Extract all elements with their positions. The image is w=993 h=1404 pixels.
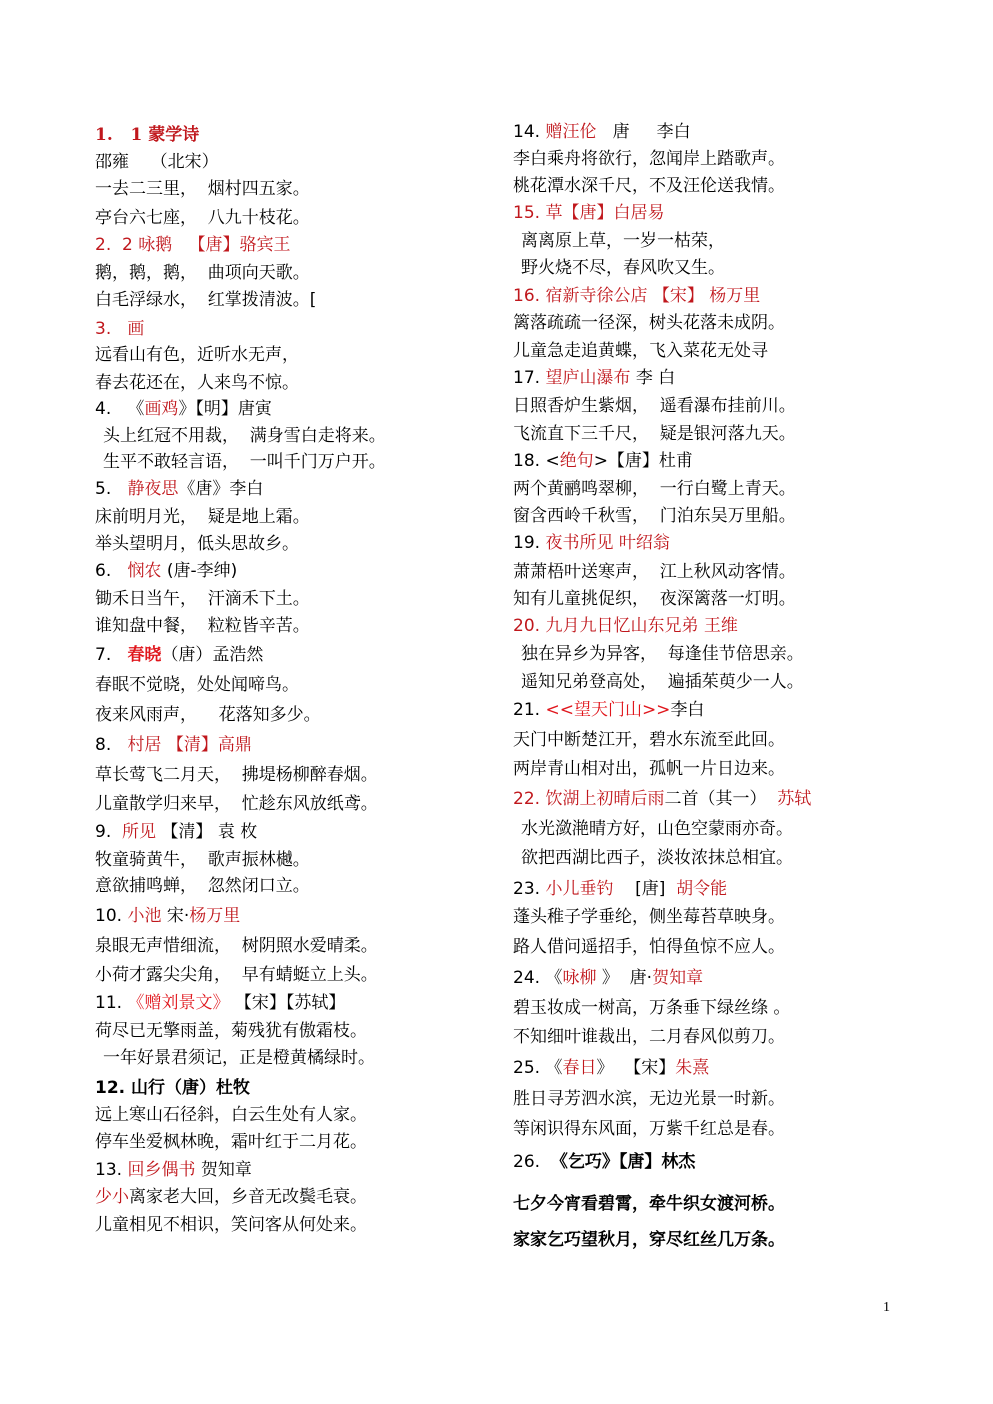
text-segment: 不知细叶谁裁出，二月春风似剪刀。	[513, 1027, 785, 1047]
text-segment: 李白乘舟将欲行，忽闻岸上踏歌声。	[513, 149, 785, 169]
text-segment: 谁知盘中餐， 粒粒皆辛苦。	[95, 616, 310, 636]
title-segment: 回乡偶书	[127, 1160, 196, 1180]
poem-title	[95, 560, 237, 582]
title-segment: 小儿垂钓	[545, 879, 614, 899]
text-segment: 远看山有色，近听水无声，	[95, 345, 299, 365]
title-segment: 咏柳	[562, 968, 597, 988]
title-segment: 静夜思	[127, 479, 179, 499]
poem-line	[513, 395, 796, 417]
poem-title	[513, 1057, 709, 1079]
title-segment: 11.	[95, 993, 128, 1013]
poem-title	[95, 318, 144, 340]
text-segment: 锄禾日当午， 汗滴禾下土。	[95, 589, 310, 609]
poem-line	[95, 935, 378, 957]
poem-line	[95, 262, 310, 284]
title-segment: 赠汪伦	[545, 122, 597, 142]
title-segment: 21.	[513, 700, 546, 720]
title-segment: 悯农	[127, 561, 162, 581]
text-segment: 天门中断楚江开，碧水东流至此回。	[513, 730, 785, 750]
text-segment: 意欲捕鸣蝉， 忽然闭口立。	[95, 876, 310, 896]
title-segment: 春日	[562, 1058, 597, 1078]
title-segment: 19.	[513, 533, 546, 553]
title-segment: 15. 草【唐】白居易	[513, 203, 665, 223]
title-segment: [唐]	[613, 879, 677, 899]
text-segment: 知有儿童挑促织， 夜深篱落一灯明。	[513, 589, 796, 609]
text-segment: 儿童散学归来早， 忙趁东风放纸鸢。	[95, 794, 378, 814]
poem-line	[513, 758, 785, 780]
title-segment: 【清】 袁 枚	[156, 822, 258, 842]
text-segment: 儿童急走追黄蝶，飞入菜花无处寻	[513, 341, 768, 361]
text-segment: 欲把西湖比西子，淡妆浓抹总相宜。	[521, 848, 793, 868]
poem-line	[513, 847, 793, 869]
poem-title	[513, 285, 760, 307]
title-segment: 6.	[95, 561, 128, 581]
text-segment: 远上寒山石径斜，白云生处有人家。	[95, 1105, 367, 1125]
text-segment: 草长莺飞二月天， 拂堤杨柳醉春烟。	[95, 765, 378, 785]
title-segment: 春晓	[127, 645, 162, 665]
text-segment: 离离原上草，一岁一枯荣，	[521, 231, 725, 251]
poem-line	[513, 818, 793, 840]
title-segment: 夜书所见 叶绍翁	[545, 533, 670, 553]
poem-line	[95, 849, 310, 871]
text-segment: 举头望明月，低头思故乡。	[95, 534, 299, 554]
poem-line	[95, 875, 310, 897]
title-segment: 《唐》李白	[178, 479, 264, 499]
title-segment: 5.	[95, 479, 128, 499]
poem-title	[95, 644, 263, 666]
poem-title	[95, 398, 272, 420]
title-segment: 唐 李白	[596, 122, 691, 142]
title-segment: 1. 1 蒙学诗	[95, 125, 200, 145]
poem-line	[95, 704, 321, 726]
text-segment: 家家乞巧望秋月，穿尽红丝几万条。	[513, 1230, 785, 1250]
text-segment: 春眠不觉晓，处处闻啼鸟。	[95, 675, 299, 695]
poem-line	[513, 1229, 785, 1251]
poem-title	[513, 202, 664, 224]
text-segment: 水光潋滟晴方好，山色空蒙雨亦奇。	[521, 819, 793, 839]
text-segment: 一去二三里， 烟村四五家。	[95, 179, 310, 199]
title-segment: 苏轼	[777, 789, 812, 809]
text-segment: 生平不敢轻言语， 一叫千门万户开。	[103, 452, 386, 472]
text-segment: 两岸青山相对出，孤帆一片日边来。	[513, 759, 785, 779]
text-segment: 床前明月光， 疑是地上霜。	[95, 507, 310, 527]
title-segment: 所见	[122, 822, 157, 842]
title-segment: 9.	[95, 822, 123, 842]
title-segment: 18. <	[513, 451, 560, 471]
poem-line	[513, 1088, 785, 1110]
poem-title	[95, 234, 290, 256]
poem-line	[95, 1214, 367, 1236]
poem-line	[95, 964, 378, 986]
poem-line	[513, 561, 796, 583]
poem-line	[513, 257, 725, 279]
poem-title	[95, 992, 345, 1014]
title-segment: （唐）孟浩然	[161, 645, 264, 665]
text-segment: 夜来风雨声， 花落知多少。	[95, 705, 321, 725]
poem-line	[513, 423, 796, 445]
title-segment: 20. 九月九日忆山东兄弟 王维	[513, 616, 738, 636]
poem-line	[95, 615, 310, 637]
title-segment: 17.	[513, 368, 546, 388]
title-segment: 7.	[95, 645, 128, 665]
title-segment: 朱熹	[675, 1058, 710, 1078]
text-segment: 泉眼无声惜细流， 树阴照水爱晴柔。	[95, 936, 378, 956]
text-segment: 蓬头稚子学垂纶，侧坐莓苔草映身。	[513, 907, 785, 927]
text-segment: 一年好景君须记，正是橙黄橘绿时。	[103, 1048, 375, 1068]
poem-title	[513, 878, 727, 900]
title-segment: 小池	[127, 906, 162, 926]
poem-line	[95, 344, 299, 366]
poem-line	[95, 151, 219, 173]
text-segment: 篱落疏疏一径深，树头花落未成阴。	[513, 313, 785, 333]
poem-line	[95, 506, 310, 528]
page-number: 1	[883, 1300, 890, 1315]
title-segment: 李白	[670, 700, 705, 720]
text-segment: 少小	[95, 1187, 129, 1207]
poem-line	[95, 372, 299, 394]
poem-line	[513, 643, 804, 665]
poem-line	[95, 588, 310, 610]
title-segment: 宋·	[161, 906, 190, 926]
text-segment: 萧萧梧叶送寒声， 江上秋风动客情。	[513, 562, 796, 582]
poem-line	[95, 674, 299, 696]
poem-title	[95, 1077, 250, 1099]
poem-line	[95, 1020, 367, 1042]
text-segment: 独在异乡为异客， 每逢佳节倍思亲。	[521, 644, 804, 664]
poem-line	[95, 1186, 367, 1208]
text-segment: 白毛浮绿水， 红掌拨清波。[	[95, 290, 317, 310]
poem-title	[513, 121, 691, 143]
text-segment: 窗含西岭千秋雪， 门泊东吴万里船。	[513, 506, 796, 526]
poem-title	[95, 478, 263, 500]
title-segment: 望庐山瀑布	[545, 368, 631, 388]
text-segment: 两个黄鹂鸣翠柳， 一行白鹭上青天。	[513, 479, 796, 499]
poem-title	[513, 1151, 695, 1173]
title-segment: 2. 2 咏鹅 【唐】骆宾王	[95, 235, 291, 255]
title-segment: 李 白	[630, 368, 676, 388]
poem-line	[513, 230, 725, 252]
poem-line	[513, 1193, 785, 1215]
poem-title	[95, 1159, 252, 1181]
poem-line	[513, 478, 796, 500]
poem-title	[95, 821, 257, 843]
poem-title	[513, 450, 693, 472]
poem-line	[95, 1131, 367, 1153]
text-segment: 小荷才露尖尖角， 早有蜻蜓立上头。	[95, 965, 378, 985]
title-segment: 26.	[513, 1152, 551, 1172]
title-segment: 贺知章	[195, 1160, 252, 1180]
text-segment: 春去花还在，人来鸟不惊。	[95, 373, 299, 393]
title-segment: 绝句	[559, 451, 594, 471]
text-segment: 桃花潭水深千尺，不及汪伦送我情。	[513, 176, 785, 196]
poem-title	[95, 124, 199, 146]
title-segment: 二首（其一）	[664, 789, 778, 809]
title-segment: 23.	[513, 879, 546, 899]
poem-line	[95, 425, 386, 447]
poem-line	[513, 936, 785, 958]
poem-title	[95, 734, 252, 756]
title-segment: 16. 宿新寺徐公店 【宋】 杨万里	[513, 286, 761, 306]
title-segment: 胡令能	[676, 879, 728, 899]
poem-title	[513, 699, 704, 721]
title-segment: 13.	[95, 1160, 128, 1180]
text-segment: 七夕今宵看碧霄，牵牛织女渡河桥。	[513, 1194, 785, 1214]
title-segment: 画鸡	[144, 399, 179, 419]
poem-line	[513, 312, 785, 334]
title-segment: 24. 《	[513, 968, 563, 988]
poem-line	[95, 533, 299, 555]
poem-line	[513, 340, 768, 362]
poem-title	[513, 532, 670, 554]
poem-line	[513, 1118, 785, 1140]
poem-line	[513, 175, 785, 197]
text-segment: 路人借问遥招手，怕得鱼惊不应人。	[513, 937, 785, 957]
poem-line	[513, 505, 796, 527]
title-segment: 贺知章	[652, 968, 704, 988]
poem-line	[95, 289, 316, 311]
poem-line	[95, 1104, 367, 1126]
poem-line	[95, 207, 310, 229]
title-segment: 《赠刘景文》	[127, 993, 230, 1013]
title-segment: 村居 【清】高鼎	[127, 735, 252, 755]
text-segment: 日照香炉生紫烟， 遥看瀑布挂前川。	[513, 396, 796, 416]
text-segment: 离家老大回，乡音无改鬓毛衰。	[129, 1187, 367, 1207]
poem-line	[95, 1047, 375, 1069]
poem-line	[513, 729, 785, 751]
title-segment: 22. 饮湖上初晴后雨	[513, 789, 665, 809]
title-segment: 10.	[95, 906, 128, 926]
text-segment: 飞流直下三千尺， 疑是银河落九天。	[513, 424, 796, 444]
poem-line	[513, 906, 785, 928]
poem-title	[513, 615, 738, 637]
text-segment: 亭台六七座， 八九十枝花。	[95, 208, 310, 228]
text-segment: 荷尽已无擎雨盖，菊残犹有傲霜枝。	[95, 1021, 367, 1041]
poem-line	[513, 997, 790, 1019]
title-segment: 杨万里	[189, 906, 241, 926]
title-segment: 【宋】【苏轼】	[229, 993, 346, 1013]
poem-line	[95, 178, 310, 200]
title-segment: 》 唐·	[596, 968, 653, 988]
title-segment: 》 【宋】	[596, 1058, 676, 1078]
title-segment: 《乞巧》【唐】林杰	[550, 1152, 696, 1172]
title-segment: 3. 画	[95, 319, 145, 339]
poem-title	[513, 367, 675, 389]
title-segment: 4. 《	[95, 399, 145, 419]
text-segment: 牧童骑黄牛， 歌声振林樾。	[95, 850, 310, 870]
title-segment: >【唐】杜甫	[593, 451, 693, 471]
poem-line	[95, 793, 378, 815]
title-segment: 14.	[513, 122, 546, 142]
text-segment: 野火烧不尽，春风吹又生。	[521, 258, 725, 278]
text-segment: 邵雍 （北宋）	[95, 152, 219, 172]
title-segment: 25. 《	[513, 1058, 563, 1078]
text-segment: 碧玉妆成一树高，万条垂下绿丝绦 。	[513, 998, 791, 1018]
poem-line	[513, 148, 785, 170]
poem-title	[513, 967, 703, 989]
title-segment: (唐-李绅)	[161, 561, 238, 581]
text-segment: 头上红冠不用裁， 满身雪白走将来。	[103, 426, 386, 446]
poem-line	[95, 764, 378, 786]
poem-line	[95, 451, 386, 473]
title-segment: 》【明】唐寅	[178, 399, 272, 419]
title-segment: 8.	[95, 735, 128, 755]
poem-title	[513, 788, 811, 810]
poem-title	[95, 905, 240, 927]
poem-line	[513, 671, 804, 693]
text-segment: 胜日寻芳泗水滨，无边光景一时新。	[513, 1089, 785, 1109]
text-segment: 儿童相见不相识，笑问客从何处来。	[95, 1215, 367, 1235]
title-segment: 12. 山行（唐）杜牧	[95, 1078, 251, 1098]
text-segment: 鹅，鹅，鹅， 曲项向天歌。	[95, 263, 310, 283]
poem-line	[513, 1026, 785, 1048]
text-segment: 等闲识得东风面，万紫千红总是春。	[513, 1119, 785, 1139]
title-segment: <<望天门山>>	[545, 700, 671, 720]
text-segment: 停车坐爱枫林晚，霜叶红于二月花。	[95, 1132, 367, 1152]
poem-line	[513, 588, 796, 610]
text-segment: 遥知兄弟登高处， 遍插茱萸少一人。	[521, 672, 804, 692]
